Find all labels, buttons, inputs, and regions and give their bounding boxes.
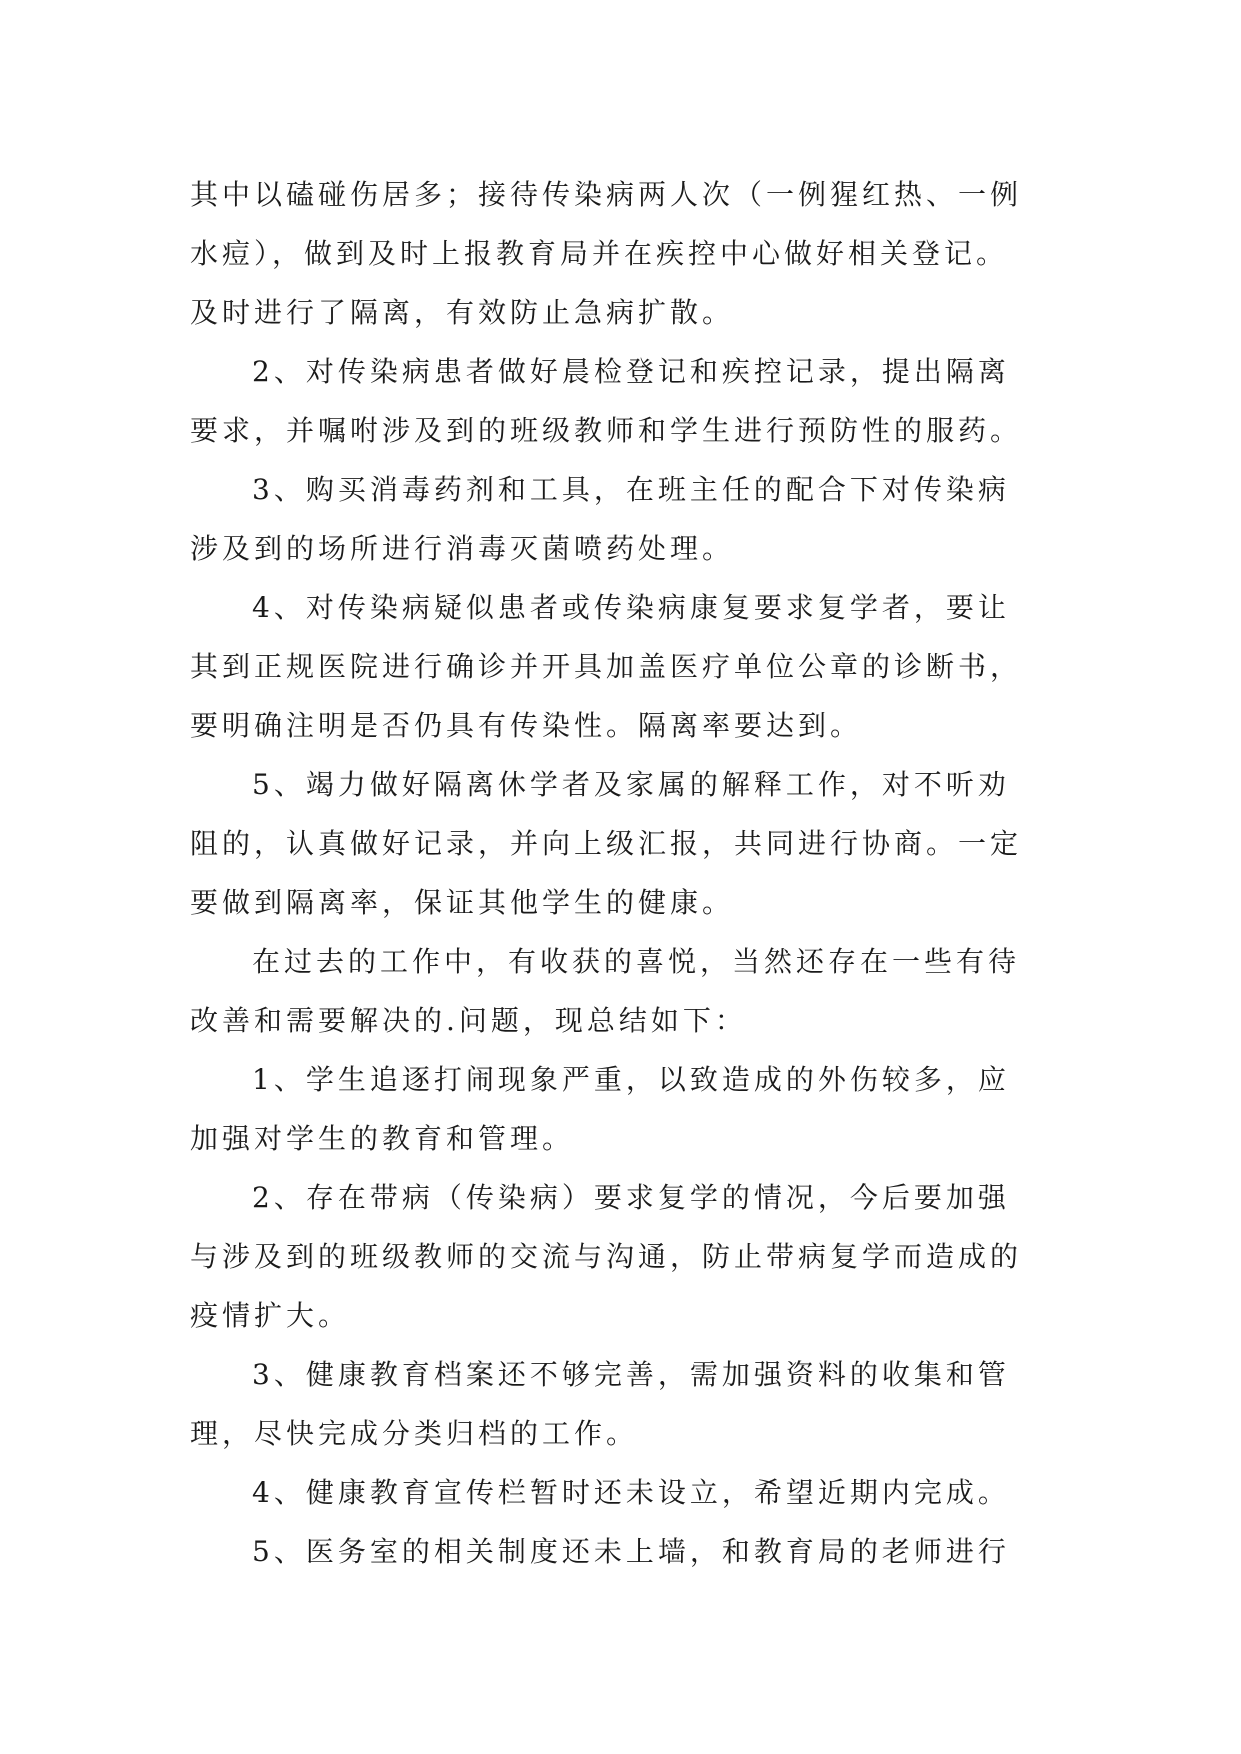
text-line: 5、医务室的相关制度还未上墙，和教育局的老师进行	[252, 1535, 1010, 1568]
text-line: 2、对传染病患者做好晨检登记和疾控记录，提出隔离	[252, 355, 1010, 388]
text-line: 要明确注明是否仍具有传染性。隔离率要达到。	[190, 709, 863, 742]
text-line: 与涉及到的班级教师的交流与沟通，防止带病复学而造成的	[190, 1240, 1023, 1273]
text-line: 涉及到的场所进行消毒灭菌喷药处理。	[190, 532, 735, 565]
text-line: 理，尽快完成分类归档的工作。	[190, 1417, 639, 1450]
text-line: 改善和需要解决的.问题，现总结如下：	[190, 1004, 747, 1037]
text-line: 其到正规医院进行确诊并开具加盖医疗单位公章的诊断书，	[190, 650, 1023, 683]
text-line: 3、购买消毒药剂和工具，在班主任的配合下对传染病	[252, 473, 1010, 506]
text-line: 3、健康教育档案还不够完善，需加强资料的收集和管	[252, 1358, 1010, 1391]
text-line: 阻的，认真做好记录，并向上级汇报，共同进行协商。一定	[190, 827, 1023, 860]
text-line: 加强对学生的教育和管理。	[190, 1122, 575, 1155]
text-line: 其中以磕碰伤居多；接待传染病两人次（一例猩红热、一例	[190, 178, 1023, 211]
text-line: 5、竭力做好隔离休学者及家属的解释工作，对不听劝	[252, 768, 1010, 801]
text-line: 水痘），做到及时上报教育局并在疾控中心做好相关登记。	[190, 237, 1009, 270]
text-line: 疫情扩大。	[190, 1299, 351, 1332]
text-line: 要做到隔离率，保证其他学生的健康。	[190, 886, 735, 919]
text-line: 4、健康教育宣传栏暂时还未设立，希望近期内完成。	[252, 1476, 1010, 1509]
document-body	[190, 165, 1050, 1581]
text-line: 及时进行了隔离，有效防止急病扩散。	[190, 296, 735, 329]
text-line: 4、对传染病疑似患者或传染病康复要求复学者，要让	[252, 591, 1010, 624]
text-line: 要求，并嘱咐涉及到的班级教师和学生进行预防性的服药。	[190, 414, 1023, 447]
text-line: 2、存在带病（传染病）要求复学的情况，今后要加强	[252, 1181, 1010, 1214]
text-line: 1、学生追逐打闹现象严重，以致造成的外伤较多，应	[252, 1063, 1010, 1096]
text-line: 在过去的工作中，有收获的喜悦，当然还存在一些有待	[252, 945, 1021, 978]
